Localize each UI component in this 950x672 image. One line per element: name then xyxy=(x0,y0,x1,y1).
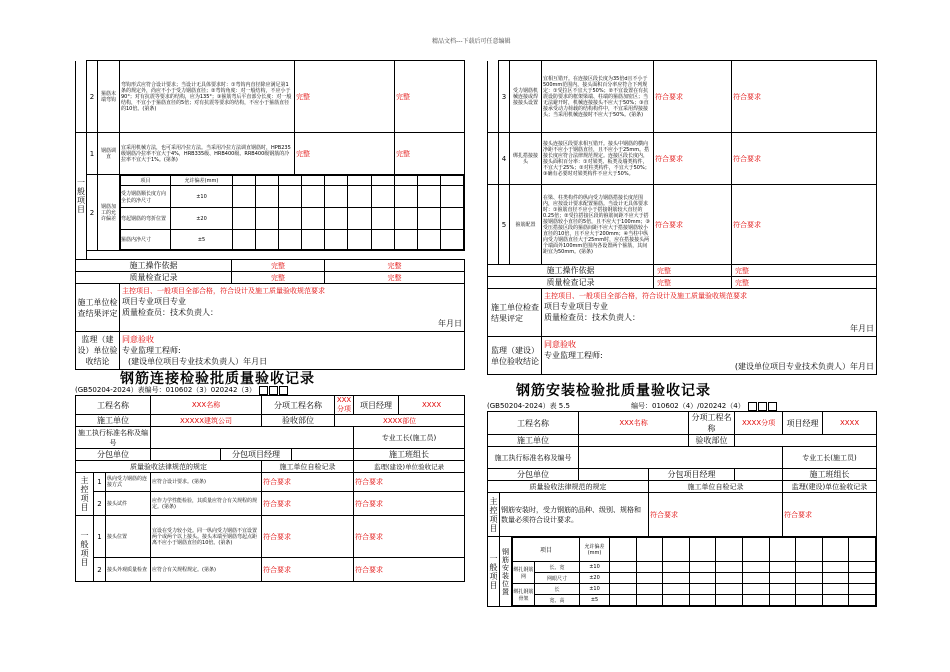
grid-head-item: 项目 xyxy=(513,538,580,562)
unit-eval-line: 主控项目、一般项目全部合格，符合设计及施工质量验收规范要求 xyxy=(122,287,325,295)
general-items-label: 一般项目 xyxy=(76,516,94,582)
contractor-label: 施工单位 xyxy=(76,415,151,427)
left-bottom-table xyxy=(75,395,465,582)
supervisor-line: 同意验收 xyxy=(122,335,154,344)
standard-label: 施工执行标准名称及编号 xyxy=(488,447,579,469)
grid-tol: ±10 xyxy=(580,562,610,573)
subitem-name-label: 分项工程名称 xyxy=(262,396,335,415)
grid-item: 长 xyxy=(535,584,580,595)
left-top-table xyxy=(75,60,465,370)
team-leader-label: 施工班组长 xyxy=(354,449,465,461)
unit-checker: 质量检查员：技术负责人： xyxy=(122,308,218,317)
supervisor-record-header: 监理(建设)单位验收记录 xyxy=(783,481,877,493)
project-name-label: 工程名称 xyxy=(76,396,151,415)
right-form-title: 钢筋安装检验批质量验收记录 xyxy=(516,383,711,399)
record-a: 完整 xyxy=(232,272,325,284)
supervisor-result: 完整 xyxy=(395,61,465,133)
row-no: 5 xyxy=(499,185,510,265)
grid-tol: ±20 xyxy=(171,208,233,230)
row-no: 1 xyxy=(87,133,98,175)
checkbox-square xyxy=(758,402,767,411)
grid-tol: ±5 xyxy=(171,230,233,250)
main-items-label: 主控项目 xyxy=(488,493,500,537)
pm-value: XXXX xyxy=(399,396,465,415)
sub-pm-label: 分包项目经理 xyxy=(649,469,735,481)
record-label: 质量检查记录 xyxy=(488,277,654,289)
spec-header: 质量验收法律规范的规定 xyxy=(488,481,649,493)
general-item-name: 钢筋安装位置 xyxy=(500,537,512,607)
unit-record-header: 施工单位自检记录 xyxy=(262,461,354,473)
item-label: 纵向受力钢筋的连接方式 xyxy=(106,473,151,492)
record-label: 质量检查记录 xyxy=(76,272,232,284)
grid-group: 绑扎钢筋网 xyxy=(513,562,535,584)
grid-item: 长、宽 xyxy=(535,562,580,573)
unit-eval-box xyxy=(120,284,465,332)
spec-text: 应作力学性能检验，其质量应符合有关规程的规定。(第条) xyxy=(151,492,262,516)
spec-text: 应符合设计要求。(第条) xyxy=(151,473,262,492)
unit-result: 完整 xyxy=(295,133,395,175)
checkbox-square xyxy=(748,402,757,411)
basis-a: 完整 xyxy=(232,260,325,272)
unit-result: 符合要求 xyxy=(262,473,354,492)
tolerance-grid xyxy=(512,537,877,607)
supervisor-engineer: 专业监理工程师: xyxy=(544,351,603,360)
spec-text: 在梁、柱类构件的纵向受力钢筋搭接长度范围内，应按设计要求配置箍筋。当设计无具体要求时：①箍筋直径不应小于搭接钢筋较大直径的0.25倍；②受拉搭接区段的箍筋间距不应大于搭接钢筋较小直径的5倍，且不应大于100mm；③受压搭接区段的箍筋间距不应大于搭接钢筋较小直径的10倍，且不应大于200mm；④当柱中纵向受力钢筋直径大于25mm时，应在搭接接头两个端面外100mm范围内各设置两个箍筋，其间距宜为50mm。(第条) xyxy=(542,185,654,265)
inspect-part-value: XXXX部位 xyxy=(335,415,465,427)
unit-result: 符合要求 xyxy=(654,133,732,185)
right-top-table xyxy=(487,60,877,375)
foreman-label: 专业工长(施工员) xyxy=(783,447,877,469)
checkbox-square xyxy=(269,386,278,395)
grid-item: 宽、高 xyxy=(535,595,580,606)
supervisor-sign: (建设单位项目专业技术负责人）年月日 xyxy=(734,362,874,371)
spec-text: 宜相互错开。在连接区段长度为35倍d且不小于500mm范围内，接头面积百分率应符合下列规定：①受拉区不宜大于50%；②不宜设置在有抗震设防要求的框架梁端、柱端的箍筋加密区；当无法避开时，机械连接接头不应大于50%；③直接承受动力荷载的结构构件中，不宜采用焊接接头；当采用机械连接时不应大于50%。(第条) xyxy=(542,61,654,133)
item-label: 绑扎搭接接头 xyxy=(510,133,542,185)
unit-eval-box xyxy=(542,289,877,337)
supervisor-result: 完整 xyxy=(395,133,465,175)
unit-eval-label: 施工单位检查结果评定 xyxy=(488,289,542,337)
item-label: 受力钢筋机械连接或焊接接头设置 xyxy=(510,61,542,133)
row-no: 2 xyxy=(94,558,106,582)
unit-checker: 质量检查员：技术负责人： xyxy=(544,313,640,322)
supervisor-engineer: 专业监理工程师: xyxy=(122,346,181,355)
unit-result: 符合要求 xyxy=(654,185,732,265)
record-a: 完整 xyxy=(654,277,732,289)
pm-label: 项目经理 xyxy=(783,412,823,435)
supervisor-result: 符合要求 xyxy=(732,133,877,185)
unit-eval-line: 主控项目、一般项目全部合格，符合设计及施工质量验收规范要求 xyxy=(544,292,747,300)
supervisor-sign: (建设单位项目专业技术负责人）年月日 xyxy=(128,357,268,366)
unit-result: 完整 xyxy=(295,61,395,133)
sub-pm-label: 分包项目经理 xyxy=(221,449,292,461)
basis-label: 施工操作依据 xyxy=(76,260,232,272)
grid-group: 绑扎钢筋骨架 xyxy=(513,584,535,606)
subitem-name-label: 分项工程名称 xyxy=(689,412,735,435)
supervisor-result: 符合要求 xyxy=(732,61,877,133)
unit-record-header: 施工单位自检记录 xyxy=(649,481,783,493)
project-name-value: XXX名称 xyxy=(579,412,689,435)
pm-label: 项目经理 xyxy=(354,396,399,415)
item-label: 箍筋末端弯钩 xyxy=(98,61,120,133)
unit-result: 符合要求 xyxy=(262,492,354,516)
inspect-part-label: 验收部位 xyxy=(689,435,735,447)
row-no: 2 xyxy=(87,61,98,133)
grid-head-tol: 允许偏差(mm) xyxy=(171,176,233,186)
pm-value: XXXX xyxy=(823,412,877,435)
left-form-title: 钢筋连接检验批质量验收记录 xyxy=(120,371,315,387)
row-no: 1 xyxy=(94,473,106,492)
supervisor-result: 符合要求 xyxy=(354,516,465,558)
supervisor-result: 符合要求 xyxy=(354,473,465,492)
supervisor-result: 符合要求 xyxy=(354,558,465,582)
spec-header: 质量验收法律规范的规定 xyxy=(76,461,262,473)
record-b: 完整 xyxy=(732,277,877,289)
grid-head-tol: 允许偏差(mm) xyxy=(580,538,610,562)
supervisor-record-header: 监理(建设)单位验收记录 xyxy=(354,461,465,473)
unit-eval-label: 施工单位检查结果评定 xyxy=(76,284,120,332)
right-bottom-table xyxy=(487,411,877,607)
grid-item: 箍筋内净尺寸 xyxy=(121,230,171,250)
grid-item: 受力钢筋顺长度方向全长的净尺寸 xyxy=(121,186,171,208)
left-form-code-text: (GB50204-2024）表编号：010602（3）020242（3） xyxy=(75,386,256,394)
subitem-name-value: XXXX分项 xyxy=(735,412,783,435)
supervisor-label: 监理（建设）单位验收结论 xyxy=(488,337,542,375)
item-label: 接头外观质量检查 xyxy=(106,558,151,582)
unit-result: 符合要求 xyxy=(262,516,354,558)
general-items-label: 一般项目 xyxy=(488,537,500,607)
grid-tol: ±5 xyxy=(580,595,610,606)
item-label: 箍筋配置 xyxy=(510,185,542,265)
spec-text: 宜设在受力较小处。同一纵向受力钢筋不宜设置两个或两个以上接头。接头末端至钢筋弯起点距离不应小于钢筋直径的10倍。(第条) xyxy=(151,516,262,558)
supervisor-result: 符合要求 xyxy=(783,493,877,537)
project-name-label: 工程名称 xyxy=(488,412,579,435)
unit-result: 符合要求 xyxy=(654,61,732,133)
grid-tol: ±20 xyxy=(580,573,610,584)
right-form-code-a: (GB50204-2024）表 5.5 xyxy=(487,402,570,410)
team-leader-label: 施工班组长 xyxy=(783,469,877,481)
item-label: 钢筋调直 xyxy=(98,133,120,175)
subcontractor-label: 分包单位 xyxy=(76,449,151,461)
spec-text: 钢筋安装时，受力钢筋的品种、级别、规格和数量必须符合设计要求。 xyxy=(500,493,649,537)
basis-b: 完整 xyxy=(732,265,877,277)
basis-label: 施工操作依据 xyxy=(488,265,654,277)
contractor-label: 施工单位 xyxy=(488,435,579,447)
left-form-code xyxy=(75,385,288,395)
tolerance-grid xyxy=(120,175,465,251)
contractor-value: XXXXX建筑公司 xyxy=(151,415,262,427)
supervisor-result: 符合要求 xyxy=(354,492,465,516)
general-items-label: 一般项目 xyxy=(76,133,87,260)
supervisor-box xyxy=(542,337,877,375)
subcontractor-label: 分包单位 xyxy=(488,469,579,481)
unit-pm: 项目专业项目专业 xyxy=(122,297,186,306)
row-no: 4 xyxy=(499,133,510,185)
spec-text: 接头连接区段要求相互错开。接头中钢筋的横向净距不应小于钢筋直径，且不应小于25mm。搭接长度应符合法律规范规定。连接区段长度内，接头面积百分率：①对梁类、板类及墙类构件，不宜大于25%；②对柱类构件，不宜大于50%；③确有必要时对梁类构件不应大于50%。 xyxy=(542,133,654,185)
grid-head-item: 项目 xyxy=(121,176,171,186)
spec-text: 弯钩形式应符合设计要求；当设计无具体要求时：①弯钩内直径除应满足第1条的规定外，尚应不小于受力钢筋直径；②弯钩角度：对一般结构，不应小于90°；对有抗震等要求的结构，应为135°；③箍筋弯后平直部分长度：对一般结构，不宜小于箍筋直径的5倍；对有抗震等要求的结构，不应小于箍筋直径的10倍。(第条) xyxy=(120,61,295,133)
grid-item: 弯起钢筋的弯折位置 xyxy=(121,208,171,230)
spec-text: 应符合有关规程规定。(第条) xyxy=(151,558,262,582)
checkbox-square xyxy=(279,386,288,395)
item-label: 钢筋加工的允许偏差 xyxy=(98,175,120,251)
unit-result: 符合要求 xyxy=(262,558,354,582)
unit-pm: 项目专业项目专业 xyxy=(544,302,608,311)
inspect-part-label: 验收部位 xyxy=(262,415,335,427)
main-items-label: 主控项目 xyxy=(76,473,94,516)
row-no: 2 xyxy=(94,492,106,516)
header-note: 精品文档---下载后可任意编辑 xyxy=(432,38,511,45)
record-b: 完整 xyxy=(325,272,465,284)
supervisor-label: 监理（建设）单位验收结论 xyxy=(76,332,120,370)
supervisor-line: 同意验收 xyxy=(544,340,576,349)
row-no: 2 xyxy=(87,175,98,251)
item-label: 接头位置 xyxy=(106,516,151,558)
row-no: 1 xyxy=(94,516,106,558)
grid-tol: ±10 xyxy=(171,186,233,208)
project-name-value: XXX名称 xyxy=(151,396,262,415)
right-form-code-b xyxy=(631,401,777,411)
supervisor-result: 符合要求 xyxy=(732,185,877,265)
row-no: 3 xyxy=(499,61,510,133)
right-form-code-text: 编号：010602（4）/020242（4） xyxy=(631,402,745,410)
supervisor-box xyxy=(120,332,465,370)
checkbox-square xyxy=(768,402,777,411)
item-label: 接头试件 xyxy=(106,492,151,516)
unit-date: 年月日 xyxy=(850,324,874,333)
basis-b: 完整 xyxy=(325,260,465,272)
checkbox-square xyxy=(259,386,268,395)
basis-a: 完整 xyxy=(654,265,732,277)
subitem-name-value: XXX分项 xyxy=(335,396,354,415)
foreman-label: 专业工长(施工员) xyxy=(354,427,465,449)
unit-result: 符合要求 xyxy=(649,493,783,537)
standard-label: 施工执行标准名称及编号 xyxy=(76,427,151,449)
grid-tol: ±10 xyxy=(580,584,610,595)
spec-text: 宜采用机械方法，也可采用冷拉方法。当采用冷拉方法调直钢筋时，HPB235级钢筋冷拉率不宜大于4%，HRB335级、HRB400级、RRB400级钢筋的冷拉率不宜大于1%。(第条) xyxy=(120,133,295,175)
unit-date: 年月日 xyxy=(438,319,462,328)
grid-item: 网眼尺寸 xyxy=(535,573,580,584)
